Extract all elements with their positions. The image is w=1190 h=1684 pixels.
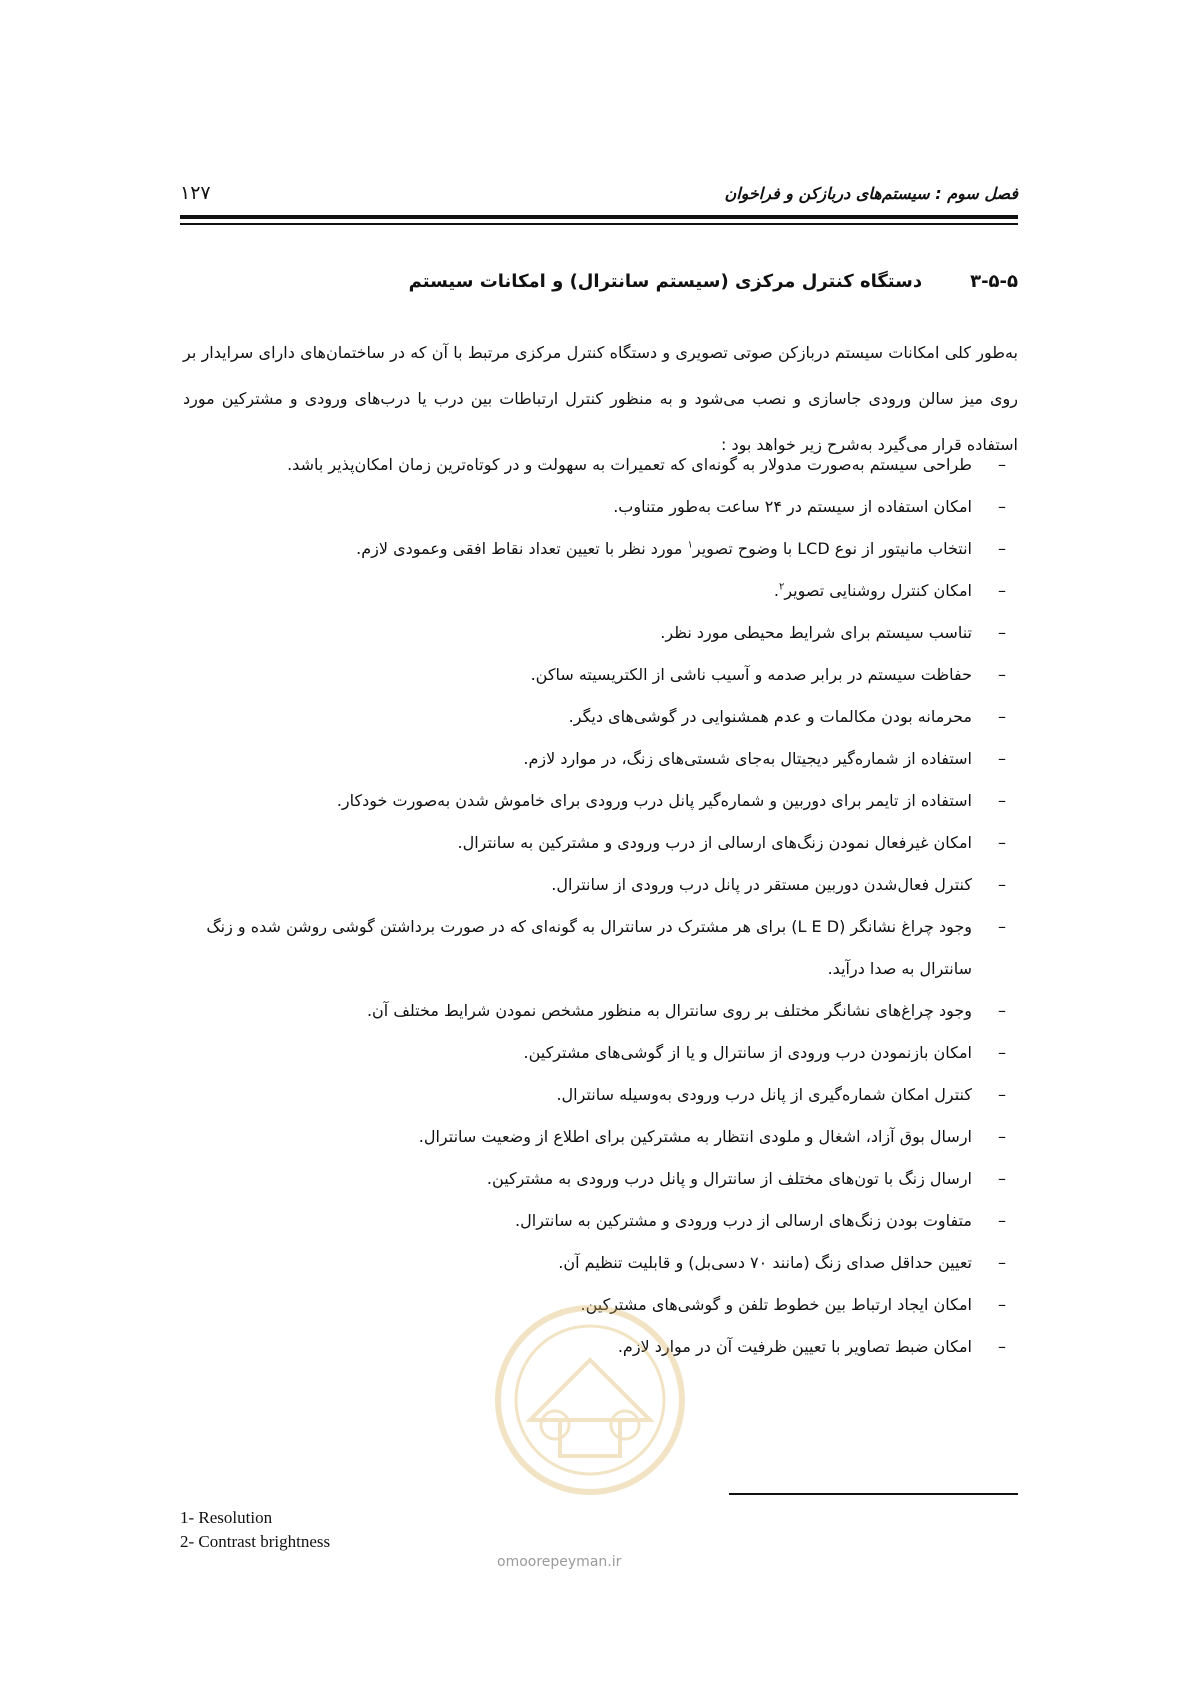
dash-marker: –: [998, 833, 1006, 852]
footnote-1: 1- Resolution: [180, 1508, 273, 1527]
list-item: – کنترل امکان شماره‌گیری از پانل درب ورودی به‌وسیله سانترال.: [183, 1074, 1018, 1116]
dash-marker: –: [998, 1085, 1006, 1104]
dash-marker: –: [998, 1253, 1006, 1272]
watermark-url: omoorepeyman.ir: [497, 1554, 622, 1570]
page-number: ۱۲۷: [180, 182, 211, 204]
list-item: – طراحی سیستم به‌صورت مدولار به گونه‌ای که تعمیرات به سهولت و در کوتاه‌ترین زمان امکان‌پذیر باشد.: [183, 444, 1018, 486]
list-item: – امکان ایجاد ارتباط بین خطوط تلفن و گوشی‌های مشترکین.: [183, 1284, 1018, 1326]
chapter-title: فصل سوم : سیستم‌های دربازکن و فراخوان: [724, 184, 1018, 203]
list-item: – وجود چراغ نشانگر (L E D) برای هر مشترک در سانترال به گونه‌ای که در صورت برداشتن گوشی روشن شده و زنگ سانترال به صدا درآید.: [183, 906, 1018, 990]
list-item: – امکان بازنمودن درب ورودی از سانترال و یا از گوشی‌های مشترکین.: [183, 1032, 1018, 1074]
list-item: – متفاوت بودن زنگ‌های ارسالی از درب ورودی و مشترکین به سانترال.: [183, 1200, 1018, 1242]
list-item: – ارسال زنگ با تون‌های مختلف از سانترال و پانل درب ورودی به مشترکین.: [183, 1158, 1018, 1200]
dash-marker: –: [998, 539, 1006, 558]
section-title: دستگاه کنترل مرکزی (سیستم سانترال) و امکانات سیستم: [408, 271, 923, 292]
list-item: – استفاده از شماره‌گیر دیجیتال به‌جای شستی‌های زنگ، در موارد لازم.: [183, 738, 1018, 780]
watermark-seal-icon: [490, 1300, 690, 1500]
list-item: – امکان استفاده از سیستم در ۲۴ ساعت به‌طور متناوب.: [183, 486, 1018, 528]
dash-marker: –: [998, 1043, 1006, 1062]
page-header: [180, 182, 1018, 212]
feature-list: [183, 444, 1018, 1368]
dash-marker: –: [998, 1295, 1006, 1314]
dash-marker: –: [998, 749, 1006, 768]
list-item: – امکان غیرفعال نمودن زنگ‌های ارسالی از درب ورودی و مشترکین به سانترال.: [183, 822, 1018, 864]
section-heading: [409, 271, 1018, 292]
dash-marker: –: [998, 1001, 1006, 1020]
list-item: – محرمانه بودن مکالمات و عدم همشنوایی در گوشی‌های دیگر.: [183, 696, 1018, 738]
dash-marker: –: [998, 1211, 1006, 1230]
dash-marker: –: [998, 791, 1006, 810]
dash-marker: –: [998, 497, 1006, 516]
dash-marker: –: [998, 665, 1006, 684]
list-item: – کنترل فعال‌شدن دوربین مستقر در پانل درب ورودی از سانترال.: [183, 864, 1018, 906]
footnote-mark: ۱: [687, 539, 693, 551]
dash-marker: –: [998, 707, 1006, 726]
list-item: – حفاظت سیستم در برابر صدمه و آسیب ناشی از الکتریسیته ساکن.: [183, 654, 1018, 696]
list-item: – تناسب سیستم برای شرایط محیطی مورد نظر.: [183, 612, 1018, 654]
footnotes: [180, 1506, 330, 1554]
list-item: – استفاده از تایمر برای دوربین و شماره‌گیر پانل درب ورودی برای خاموش شدن به‌صورت خودکار.: [183, 780, 1018, 822]
list-item: – امکان ضبط تصاویر با تعیین ظرفیت آن در موارد لازم.: [183, 1326, 1018, 1368]
list-item: – ارسال بوق آزاد، اشغال و ملودی انتظار به مشترکین برای اطلاع از وضعیت سانترال.: [183, 1116, 1018, 1158]
dash-marker: –: [998, 623, 1006, 642]
section-number: ۳-۵-۵: [970, 271, 1018, 292]
list-item: – وجود چراغ‌های نشانگر مختلف بر روی سانترال به منظور مشخص نمودن شرایط مختلف آن.: [183, 990, 1018, 1032]
list-item: – تعیین حداقل صدای زنگ (مانند ۷۰ دسی‌بل) و قابلیت تنظیم آن.: [183, 1242, 1018, 1284]
dash-marker: –: [998, 1169, 1006, 1188]
dash-marker: –: [998, 1337, 1006, 1356]
dash-marker: –: [998, 581, 1006, 600]
dash-marker: –: [998, 455, 1006, 474]
list-item: – انتخاب مانیتور از نوع LCD با وضوح تصویر$^۱$ مورد نظر با تعیین تعداد نقاط افقی وعمودی لازم.: [183, 528, 1018, 570]
footnote-mark: ۲: [778, 581, 785, 593]
intro-paragraph: به‌طور کلی امکانات سیستم دربازکن صوتی تصویری و دستگاه کنترل مرکزی مرتبط با آن که در ساختمان‌های دارای سرایدار بر روی میز سالن ورودی جاسازی و نصب می‌شود و به منظور کنترل ارتباطات بین درب یا درب‌های ورودی و مشترکین مورد استفاده قرار می‌گیرد به‌شرح زیر خواهد بود :: [183, 343, 1018, 454]
list-item: – امکان کنترل روشنایی تصویر$^۲$.: [183, 570, 1018, 612]
footnote-rule: [729, 1493, 1018, 1495]
header-rule-thin: [180, 223, 1018, 225]
dash-marker: –: [998, 1127, 1006, 1146]
dash-marker: –: [998, 875, 1006, 894]
footnote-2: 2- Contrast brightness: [180, 1532, 331, 1551]
dash-marker: –: [998, 917, 1006, 936]
header-rule-thick: [180, 215, 1018, 219]
